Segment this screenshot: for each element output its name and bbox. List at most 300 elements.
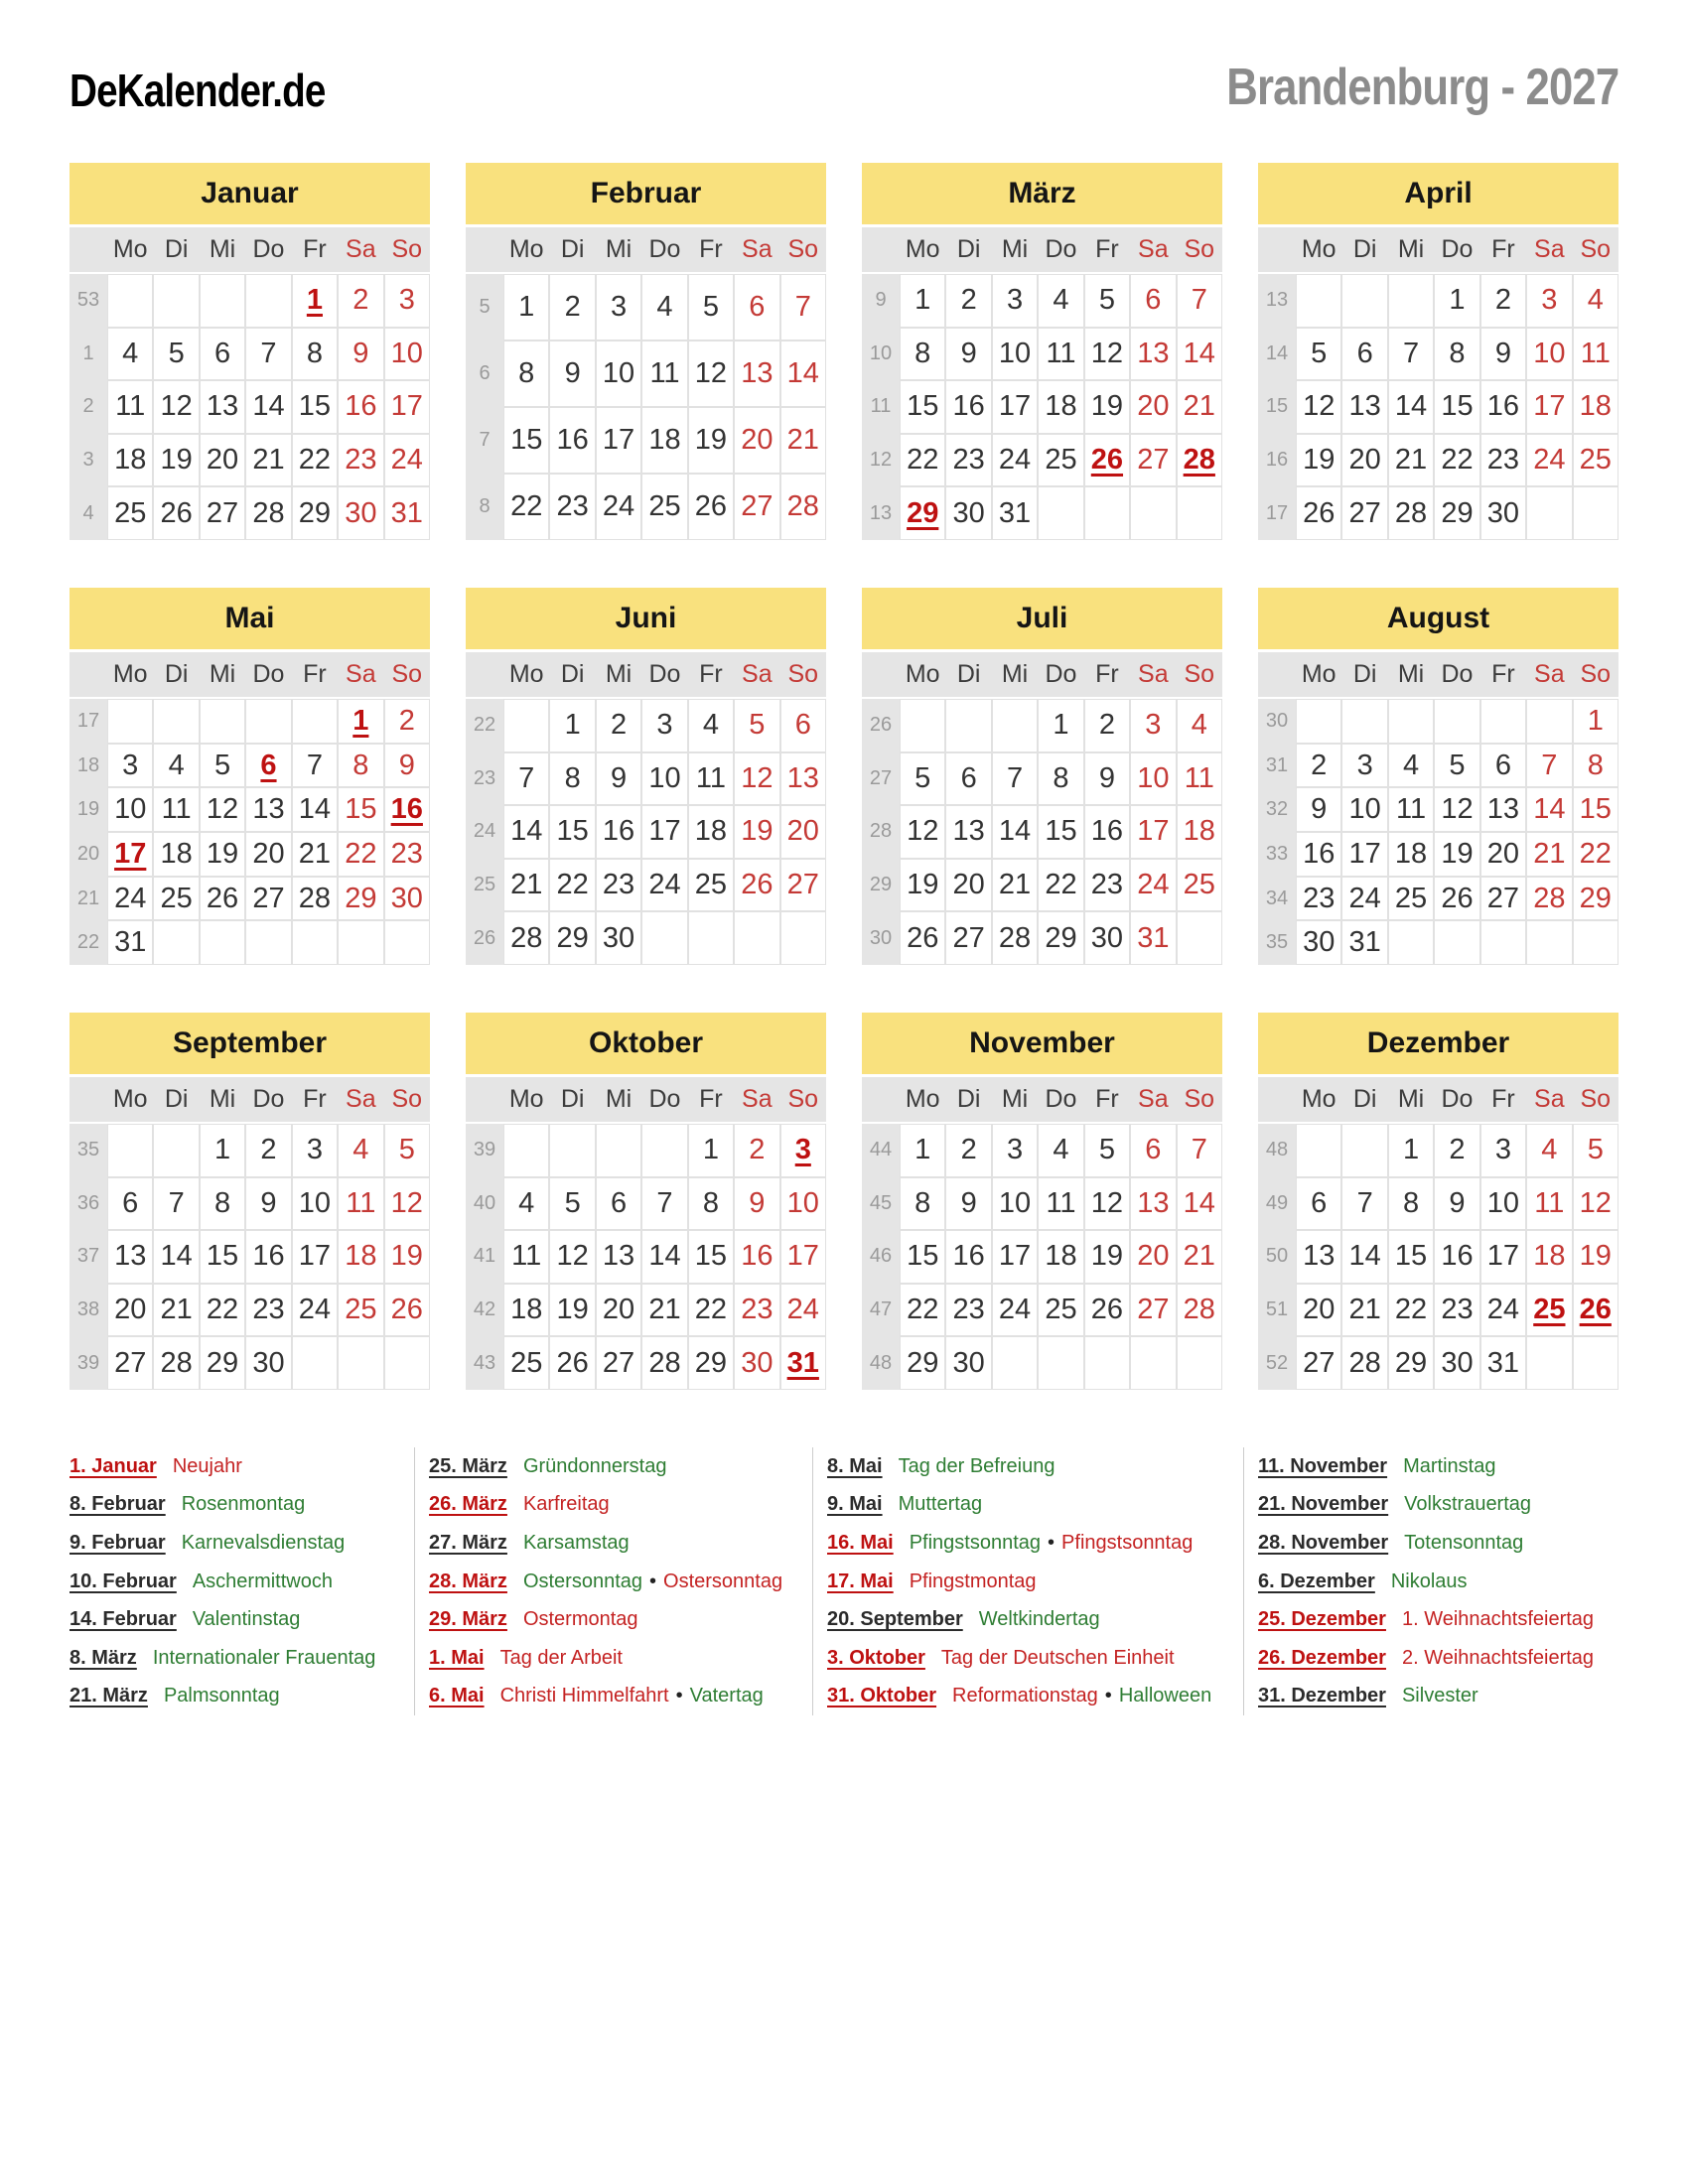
week-row <box>466 1284 826 1337</box>
day-cell <box>503 859 549 912</box>
week-number: 46 <box>862 1230 900 1284</box>
day-cell <box>900 859 945 912</box>
day-number: 7 <box>1402 337 1420 369</box>
day-number: 21 <box>160 1294 193 1326</box>
day-number: 13 <box>1137 1186 1170 1219</box>
day-number: 22 <box>694 1294 728 1326</box>
day-cell <box>1341 434 1387 487</box>
day-cell <box>384 1177 430 1231</box>
day-cell-empty <box>1296 699 1341 744</box>
day-cell <box>992 859 1038 912</box>
week-row <box>466 859 826 912</box>
day-number: 12 <box>1090 337 1124 369</box>
week-number: 8 <box>466 474 503 540</box>
day-cell-empty <box>200 699 245 744</box>
month-title: Februar <box>466 163 826 224</box>
day-cell <box>596 752 641 806</box>
week-row <box>862 859 1222 912</box>
weekday-header-row <box>466 652 826 697</box>
day-cell <box>292 877 338 921</box>
day-number: 12 <box>1441 793 1474 826</box>
weekday-label: Mi <box>1397 660 1425 688</box>
holiday-name-text: Weltkindertag <box>978 1608 1100 1631</box>
day-number: 16 <box>252 1240 285 1273</box>
month-card <box>862 1013 1222 1390</box>
day-number: 30 <box>1090 921 1124 954</box>
week-row <box>70 920 430 965</box>
day-number: 2 <box>749 1134 766 1166</box>
month-card <box>70 1013 430 1390</box>
day-cell-empty <box>1573 486 1618 540</box>
day-cell <box>338 486 383 540</box>
day-cell <box>734 341 779 407</box>
day-cell <box>153 1284 199 1337</box>
day-cell-empty <box>384 920 430 965</box>
day-number: 14 <box>1394 390 1428 423</box>
weekday-label: Mo <box>508 235 544 263</box>
week-row <box>862 274 1222 328</box>
day-number: 27 <box>252 882 285 914</box>
holiday-date: 31. Oktober <box>827 1685 937 1707</box>
holiday-name <box>193 1570 333 1593</box>
week-number: 27 <box>862 752 900 806</box>
day-cell <box>245 380 291 434</box>
day-cell <box>1341 744 1387 788</box>
week-number: 26 <box>466 911 503 965</box>
site-logo[interactable]: DeKalender.de <box>70 65 326 116</box>
day-cell <box>992 486 1038 540</box>
day-number: 29 <box>556 921 589 954</box>
holiday-date: 21. November <box>1258 1493 1389 1516</box>
week-number: 48 <box>1258 1124 1296 1177</box>
day-cell <box>1480 1177 1526 1231</box>
day-cell <box>1130 1284 1176 1337</box>
week-number: 25 <box>466 859 503 912</box>
week-number: 40 <box>466 1177 503 1231</box>
week-row <box>466 1230 826 1284</box>
week-row <box>1258 832 1618 877</box>
holiday-name-text: Vatertag <box>689 1685 764 1707</box>
week-row <box>70 744 430 788</box>
holiday-date: 6. Dezember <box>1258 1570 1375 1592</box>
day-number: 19 <box>1090 1240 1124 1273</box>
day-number: 18 <box>694 815 728 848</box>
day-number: 28 <box>1183 444 1215 477</box>
day-number: 31 <box>1137 921 1170 954</box>
day-cell <box>503 1177 549 1231</box>
weekday-label: Mi <box>209 1085 236 1113</box>
day-cell <box>1177 1230 1222 1284</box>
holiday-date: 27. März <box>429 1531 507 1554</box>
day-number: 7 <box>260 337 277 369</box>
day-cell <box>1341 1284 1387 1337</box>
week-row <box>466 752 826 806</box>
day-number: 5 <box>168 337 185 369</box>
day-cell <box>1388 380 1434 434</box>
day-cell <box>549 859 595 912</box>
weekday-label: Fr <box>699 235 723 263</box>
day-number: 29 <box>1441 496 1474 529</box>
day-cell <box>1341 1230 1387 1284</box>
day-cell <box>992 274 1038 328</box>
day-number: 18 <box>1045 390 1077 423</box>
day-cell <box>1526 328 1572 381</box>
day-number: 8 <box>306 337 323 369</box>
day-number: 4 <box>1541 1134 1558 1166</box>
day-number: 21 <box>252 444 285 477</box>
day-cell <box>596 859 641 912</box>
day-cell <box>338 328 383 381</box>
holiday-name <box>164 1685 280 1707</box>
month-day-grid <box>862 274 1222 540</box>
day-cell-empty <box>1526 1336 1572 1390</box>
day-number: 15 <box>298 390 332 423</box>
month-title: Juni <box>466 588 826 649</box>
day-cell <box>1388 1230 1434 1284</box>
day-number: 9 <box>398 749 415 781</box>
day-number: 25 <box>160 882 193 914</box>
day-cell <box>641 341 687 407</box>
day-cell-empty <box>992 1336 1038 1390</box>
day-number: 23 <box>1090 869 1124 901</box>
day-number: 14 <box>648 1240 681 1273</box>
day-cell-empty <box>1434 920 1479 965</box>
day-number: 23 <box>390 837 423 870</box>
week-row <box>466 474 826 540</box>
weekday-label: Mo <box>112 235 148 263</box>
weekday-label: Mi <box>209 660 236 688</box>
week-number: 30 <box>862 911 900 965</box>
day-number: 15 <box>694 1240 728 1273</box>
weekday-label: So <box>787 1085 819 1113</box>
holiday-name <box>1402 1608 1594 1631</box>
holiday-name <box>523 1608 638 1631</box>
holiday-item <box>1258 1678 1618 1716</box>
day-number: 15 <box>206 1240 239 1273</box>
holiday-column <box>812 1447 1243 1715</box>
day-cell <box>1573 744 1618 788</box>
day-number: 15 <box>907 390 939 423</box>
day-cell <box>1434 877 1479 921</box>
day-number: 11 <box>346 1186 376 1219</box>
day-cell <box>1038 699 1083 752</box>
day-cell <box>780 1336 826 1390</box>
day-number: 28 <box>786 490 819 522</box>
day-number: 27 <box>952 921 985 954</box>
day-number: 1 <box>1402 1134 1420 1166</box>
holiday-name <box>523 1493 610 1516</box>
day-number: 19 <box>556 1294 589 1326</box>
day-number: 19 <box>907 869 939 901</box>
day-cell <box>900 434 945 487</box>
week-number: 4 <box>70 486 107 540</box>
day-cell <box>245 434 291 487</box>
day-number: 13 <box>1486 793 1520 826</box>
day-cell <box>945 434 991 487</box>
month-day-grid <box>466 274 826 540</box>
day-cell <box>384 486 430 540</box>
day-number: 24 <box>1137 869 1170 901</box>
day-cell <box>1084 699 1130 752</box>
day-number: 19 <box>694 424 728 456</box>
weekday-label: Sa <box>1138 660 1169 688</box>
day-cell <box>596 911 641 965</box>
day-number: 6 <box>960 761 977 794</box>
weekday-label: Mo <box>1301 660 1336 688</box>
day-cell <box>1573 1230 1618 1284</box>
day-number: 20 <box>114 1294 147 1326</box>
day-cell <box>945 752 991 806</box>
bullet-separator: • <box>649 1570 657 1592</box>
day-number: 5 <box>1449 749 1466 781</box>
day-cell <box>1480 328 1526 381</box>
day-cell <box>1038 859 1083 912</box>
day-number: 29 <box>298 496 332 529</box>
holiday-item <box>70 1678 414 1716</box>
day-number: 25 <box>114 496 147 529</box>
day-cell <box>734 474 779 540</box>
weekday-label: So <box>1184 1085 1215 1113</box>
day-cell <box>1038 1177 1083 1231</box>
week-row <box>862 699 1222 752</box>
day-cell <box>200 1124 245 1177</box>
day-number: 16 <box>1486 390 1520 423</box>
day-cell <box>780 474 826 540</box>
day-cell-empty <box>1084 486 1130 540</box>
day-cell <box>945 805 991 859</box>
day-number: 20 <box>602 1294 635 1326</box>
day-cell-empty <box>503 699 549 752</box>
day-number: 23 <box>602 869 635 901</box>
week-row <box>70 1177 430 1231</box>
day-cell <box>245 787 291 832</box>
day-cell <box>549 407 595 474</box>
day-number: 22 <box>298 444 332 477</box>
day-number: 11 <box>1046 1186 1076 1219</box>
day-number: 4 <box>1191 709 1207 742</box>
bullet-separator: • <box>675 1685 683 1707</box>
holiday-item <box>827 1678 1243 1716</box>
day-number: 13 <box>602 1240 635 1273</box>
week-number: 16 <box>1258 434 1296 487</box>
weekday-label: Mo <box>112 1085 148 1113</box>
day-number: 3 <box>794 1134 811 1166</box>
day-cell <box>596 1230 641 1284</box>
day-cell-empty <box>1341 1124 1387 1177</box>
holiday-name <box>153 1647 376 1670</box>
day-cell <box>1434 787 1479 832</box>
day-cell <box>1573 1284 1618 1337</box>
week-number: 5 <box>466 274 503 341</box>
day-cell <box>1341 328 1387 381</box>
day-number: 24 <box>298 1294 332 1326</box>
week-number: 24 <box>466 805 503 859</box>
week-row <box>1258 434 1618 487</box>
day-number: 10 <box>648 761 681 794</box>
day-number: 24 <box>648 869 681 901</box>
week-number: 22 <box>70 920 107 965</box>
holiday-name-text: Pfingstsonntag <box>1061 1531 1194 1554</box>
day-cell <box>1434 832 1479 877</box>
day-cell <box>1038 1284 1083 1337</box>
day-number: 5 <box>1587 1134 1604 1166</box>
day-number: 18 <box>1533 1240 1566 1273</box>
holiday-item <box>1258 1524 1618 1563</box>
day-number: 24 <box>602 490 635 522</box>
day-cell-empty <box>688 911 734 965</box>
week-row <box>1258 744 1618 788</box>
day-number: 27 <box>786 869 819 901</box>
day-number: 26 <box>1090 1294 1124 1326</box>
weekday-label: Mo <box>508 1085 544 1113</box>
day-cell-empty <box>153 1124 199 1177</box>
weekday-label: So <box>391 660 423 688</box>
day-number: 9 <box>749 1186 766 1219</box>
day-cell <box>384 274 430 328</box>
weekday-label: Di <box>1352 660 1377 688</box>
week-number: 35 <box>70 1124 107 1177</box>
week-number: 26 <box>862 699 900 752</box>
day-number: 31 <box>1486 1346 1520 1379</box>
day-cell <box>1526 1230 1572 1284</box>
day-number: 7 <box>794 291 811 323</box>
day-number: 10 <box>390 337 423 369</box>
day-number: 14 <box>252 390 285 423</box>
day-number: 7 <box>518 761 535 794</box>
day-cell <box>503 407 549 474</box>
day-number: 23 <box>1486 444 1520 477</box>
week-row <box>1258 1284 1618 1337</box>
week-row <box>466 805 826 859</box>
day-number: 4 <box>518 1186 535 1219</box>
day-number: 20 <box>952 869 985 901</box>
day-number: 9 <box>564 357 581 389</box>
weekday-label: So <box>1184 235 1215 263</box>
day-number: 18 <box>114 444 147 477</box>
holiday-name-text: Karfreitag <box>522 1493 610 1516</box>
day-cell <box>1434 434 1479 487</box>
day-number: 1 <box>518 291 535 323</box>
holiday-name <box>182 1493 306 1516</box>
holiday-item <box>429 1524 812 1563</box>
holiday-name <box>899 1455 1055 1478</box>
day-cell <box>688 474 734 540</box>
day-cell <box>245 1177 291 1231</box>
day-number: 25 <box>345 1294 377 1326</box>
day-number: 9 <box>1311 793 1328 826</box>
day-number: 3 <box>1494 1134 1511 1166</box>
holiday-date: 26. Dezember <box>1258 1646 1386 1669</box>
week-row <box>466 1124 826 1177</box>
day-cell <box>384 328 430 381</box>
week-number: 41 <box>466 1230 503 1284</box>
day-cell-empty <box>734 911 779 965</box>
weekday-label: Fr <box>1491 1085 1515 1113</box>
day-number: 25 <box>1045 1294 1077 1326</box>
day-cell <box>992 1284 1038 1337</box>
day-number: 12 <box>206 793 239 826</box>
week-number: 50 <box>1258 1230 1296 1284</box>
day-number: 7 <box>1356 1186 1373 1219</box>
holiday-item <box>1258 1563 1618 1601</box>
day-number: 30 <box>1303 926 1336 959</box>
day-number: 21 <box>1183 390 1215 423</box>
week-number: 20 <box>70 832 107 877</box>
day-cell <box>1177 752 1222 806</box>
holiday-date: 25. Dezember <box>1258 1608 1386 1631</box>
day-cell <box>338 1284 383 1337</box>
day-number: 26 <box>1579 1294 1612 1326</box>
day-cell <box>338 832 383 877</box>
day-cell <box>1388 1336 1434 1390</box>
day-cell <box>992 434 1038 487</box>
weekday-label: Mo <box>508 660 544 688</box>
day-number: 1 <box>702 1134 719 1166</box>
day-number: 30 <box>741 1346 774 1379</box>
weekday-label: Mo <box>1301 235 1336 263</box>
week-number: 36 <box>70 1177 107 1231</box>
day-cell <box>384 1230 430 1284</box>
day-number: 12 <box>160 390 193 423</box>
holiday-item <box>70 1447 414 1486</box>
day-cell <box>503 274 549 341</box>
day-cell <box>549 805 595 859</box>
holiday-date: 21. März <box>70 1685 148 1707</box>
day-cell <box>1388 877 1434 921</box>
day-cell <box>153 328 199 381</box>
day-cell <box>1526 434 1572 487</box>
holiday-name-text: Silvester <box>1401 1685 1478 1707</box>
day-cell <box>338 744 383 788</box>
day-cell <box>292 486 338 540</box>
day-number: 16 <box>390 793 423 826</box>
day-cell <box>1573 832 1618 877</box>
holiday-date: 10. Februar <box>70 1570 177 1592</box>
day-cell-empty <box>245 920 291 965</box>
day-number: 15 <box>1045 815 1077 848</box>
day-cell <box>292 434 338 487</box>
holiday-name <box>1391 1570 1468 1593</box>
weekday-label: Di <box>164 1085 189 1113</box>
region-year-title: Brandenburg - 2027 <box>1225 59 1618 116</box>
day-cell <box>549 341 595 407</box>
weekday-label: Mi <box>605 1085 633 1113</box>
day-cell <box>1296 1284 1341 1337</box>
day-number: 23 <box>345 444 377 477</box>
weekday-label: Sa <box>1534 1085 1565 1113</box>
day-number: 13 <box>252 793 285 826</box>
day-cell-empty <box>107 274 153 328</box>
day-cell <box>900 805 945 859</box>
weekday-label: Mi <box>1397 1085 1425 1113</box>
day-cell <box>900 328 945 381</box>
week-row <box>862 328 1222 381</box>
day-cell <box>1480 486 1526 540</box>
day-cell <box>688 341 734 407</box>
day-cell <box>1573 787 1618 832</box>
day-number: 30 <box>952 496 985 529</box>
day-cell <box>200 1284 245 1337</box>
day-number: 21 <box>1348 1294 1381 1326</box>
day-number: 12 <box>1090 1186 1124 1219</box>
holiday-name <box>941 1647 1175 1670</box>
day-cell <box>1296 877 1341 921</box>
day-cell <box>200 1230 245 1284</box>
day-number: 8 <box>518 357 535 389</box>
month-title: November <box>862 1013 1222 1074</box>
week-row <box>862 911 1222 965</box>
day-number: 30 <box>390 882 423 914</box>
